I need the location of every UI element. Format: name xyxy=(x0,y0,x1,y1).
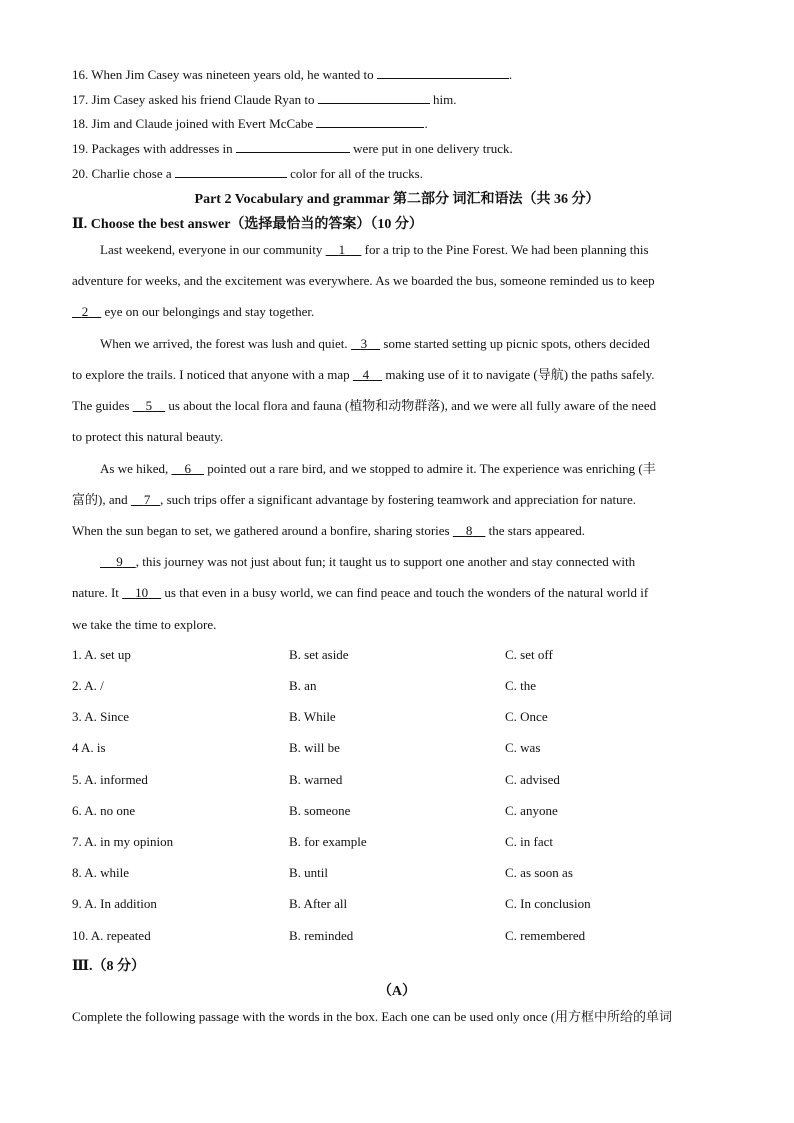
answer-blank[interactable] xyxy=(236,140,350,153)
option-c[interactable]: C. the xyxy=(505,678,537,693)
blank-number: 4 xyxy=(362,367,370,382)
option-b[interactable]: B. warned xyxy=(289,772,343,787)
option-c[interactable]: C. in fact xyxy=(505,834,554,849)
passage-line xyxy=(72,585,648,601)
option-row xyxy=(72,834,732,850)
blank-number: 10 xyxy=(135,585,149,600)
blank-9 xyxy=(100,554,136,569)
blank-4 xyxy=(353,367,382,382)
option-c[interactable]: C. In conclusion xyxy=(505,896,591,911)
passage-text: some started setting up picnic spots, others decided xyxy=(383,336,650,351)
section-2-heading: Ⅱ. Choose the best answer（选择最恰当的答案）（10 分） xyxy=(72,217,423,232)
passage-text: Last weekend, everyone in our community xyxy=(100,242,323,257)
blank-number: 2 xyxy=(81,304,89,319)
passage-text: us that even in a busy world, we can find peace and touch the wonders of the natural world if xyxy=(164,585,649,600)
blank-number: 6 xyxy=(184,461,191,476)
passage-text: The guides xyxy=(72,398,130,413)
answer-blank[interactable] xyxy=(377,66,509,79)
option-c[interactable]: C. set off xyxy=(505,647,553,662)
option-b[interactable]: B. for example xyxy=(289,834,367,849)
passage-line xyxy=(72,273,655,289)
passage-line xyxy=(72,617,216,633)
question-text: 20. Charlie chose a xyxy=(72,166,172,181)
blank-8 xyxy=(453,523,486,538)
option-c[interactable]: C. Once xyxy=(505,709,548,724)
option-row xyxy=(72,865,732,881)
blank-number: 8 xyxy=(465,523,473,538)
option-row xyxy=(72,647,732,663)
section-3-heading: Ⅲ.（8 分） xyxy=(72,959,146,974)
passage-text: to explore the trails. I noticed that anyone with a map xyxy=(72,367,350,382)
blank-number: 5 xyxy=(145,398,153,413)
blank-7 xyxy=(131,492,160,507)
passage-line xyxy=(72,523,585,539)
passage-text: nature. It xyxy=(72,585,119,600)
passage-line xyxy=(72,398,656,414)
option-b[interactable]: B. until xyxy=(289,865,329,880)
option-a[interactable]: 10. A. repeated xyxy=(72,928,151,943)
blank-number: 9 xyxy=(116,554,123,569)
question-text: 18. Jim and Claude joined with Evert McCabe xyxy=(72,116,314,131)
passage-line xyxy=(72,429,223,445)
blank-3 xyxy=(351,336,380,351)
passage-line xyxy=(100,461,656,477)
passage-text: for a trip to the Pine Forest. We had been planning this xyxy=(364,242,649,257)
answer-blank[interactable] xyxy=(318,91,430,104)
option-a[interactable]: 3. A. Since xyxy=(72,709,130,724)
question-19 xyxy=(72,140,513,157)
option-c[interactable]: C. was xyxy=(505,740,541,755)
blank-1 xyxy=(326,242,362,257)
passage-text: As we hiked, xyxy=(100,461,169,476)
option-b[interactable]: B. someone xyxy=(289,803,351,818)
question-text-after: him. xyxy=(432,92,457,107)
question-20 xyxy=(72,165,423,182)
answer-blank[interactable] xyxy=(175,165,287,178)
passage-text: , such trips offer a significant advantage by fostering teamwork and appreciation for nature. xyxy=(160,492,637,507)
option-row xyxy=(72,772,732,788)
option-b[interactable]: B. While xyxy=(289,709,336,724)
passage-text: eye on our belongings and stay together. xyxy=(104,304,315,319)
option-row xyxy=(72,803,732,819)
passage-line xyxy=(100,336,650,352)
option-a[interactable]: 7. A. in my opinion xyxy=(72,834,174,849)
option-a[interactable]: 5. A. informed xyxy=(72,772,148,787)
passage-line xyxy=(72,492,636,508)
option-row xyxy=(72,709,732,725)
blank-number: 3 xyxy=(360,336,368,351)
passage-line xyxy=(100,242,649,258)
question-text-after: color for all of the trucks. xyxy=(290,166,423,181)
passage-text: , this journey was not just about fun; it taught us to support one another and stay connected with xyxy=(135,554,636,569)
question-text-after: . xyxy=(508,67,513,82)
option-a[interactable]: 9. A. In addition xyxy=(72,896,157,911)
passage-line xyxy=(100,554,635,570)
option-c[interactable]: C. as soon as xyxy=(505,865,573,880)
passage-line xyxy=(72,304,314,320)
question-16 xyxy=(72,66,512,83)
option-b[interactable]: B. will be xyxy=(289,740,340,755)
passage-text: When the sun began to set, we gathered around a bonfire, sharing stories xyxy=(72,523,450,538)
blank-number: 1 xyxy=(338,242,346,257)
part-2-title: Part 2 Vocabulary and grammar 第二部分 词汇和语法（共 36 分） xyxy=(194,192,600,207)
option-row xyxy=(72,740,732,756)
passage-line xyxy=(72,367,655,383)
question-17 xyxy=(72,91,456,108)
blank-6 xyxy=(172,461,205,476)
passage-text: pointed out a rare bird, and we stopped to admire it. The experience was enriching (丰 xyxy=(207,461,656,476)
option-row xyxy=(72,928,732,944)
passage-text: making use of it to navigate (导航) the paths safely. xyxy=(385,367,655,382)
blank-10 xyxy=(122,585,161,600)
option-a[interactable]: 2. A. / xyxy=(72,678,104,693)
blank-5 xyxy=(133,398,166,413)
option-row xyxy=(72,678,732,694)
question-text-after: . xyxy=(424,116,428,131)
passage-text: When we arrived, the forest was lush and quiet. xyxy=(100,336,348,351)
blank-2 xyxy=(72,304,101,319)
option-a[interactable]: 8. A. while xyxy=(72,865,130,880)
section-3-instruction: Complete the following passage with the words in the box. Each one can be used only once (用方框中所给的单词 xyxy=(72,1009,673,1024)
passage-text: to protect this natural beauty. xyxy=(72,429,224,444)
option-b[interactable]: B. an xyxy=(289,678,317,693)
passage-text: adventure for weeks, and the excitement was everywhere. As we boarded the bus, someone reminded us to keep xyxy=(72,273,655,288)
option-row xyxy=(72,896,732,912)
option-c[interactable]: C. anyone xyxy=(505,803,558,818)
option-b[interactable]: B. After all xyxy=(289,896,348,911)
blank-number: 7 xyxy=(143,492,151,507)
option-a[interactable]: 1. A. set up xyxy=(72,647,131,662)
question-text: 17. Jim Casey asked his friend Claude Ryan to xyxy=(72,92,315,107)
question-text: 16. When Jim Casey was nineteen years old, he wanted to xyxy=(72,67,374,82)
passage-text: the stars appeared. xyxy=(488,523,585,538)
option-c[interactable]: C. advised xyxy=(505,772,560,787)
passage-text: us about the local flora and fauna (植物和动物群落), and we were all fully aware of the need xyxy=(168,398,657,413)
answer-blank[interactable] xyxy=(316,115,424,128)
question-text: 19. Packages with addresses in xyxy=(72,141,233,156)
option-b[interactable]: B. set aside xyxy=(289,647,349,662)
option-a[interactable]: 4 A. is xyxy=(72,740,106,755)
option-a[interactable]: 6. A. no one xyxy=(72,803,136,818)
section-3-sub-heading: （A） xyxy=(377,984,417,999)
option-b[interactable]: B. reminded xyxy=(289,928,354,943)
passage-text: 富的), and xyxy=(72,492,128,507)
question-18 xyxy=(72,115,428,132)
option-c[interactable]: C. remembered xyxy=(505,928,586,943)
question-text-after: were put in one delivery truck. xyxy=(353,141,513,156)
passage-text: we take the time to explore. xyxy=(72,617,217,632)
